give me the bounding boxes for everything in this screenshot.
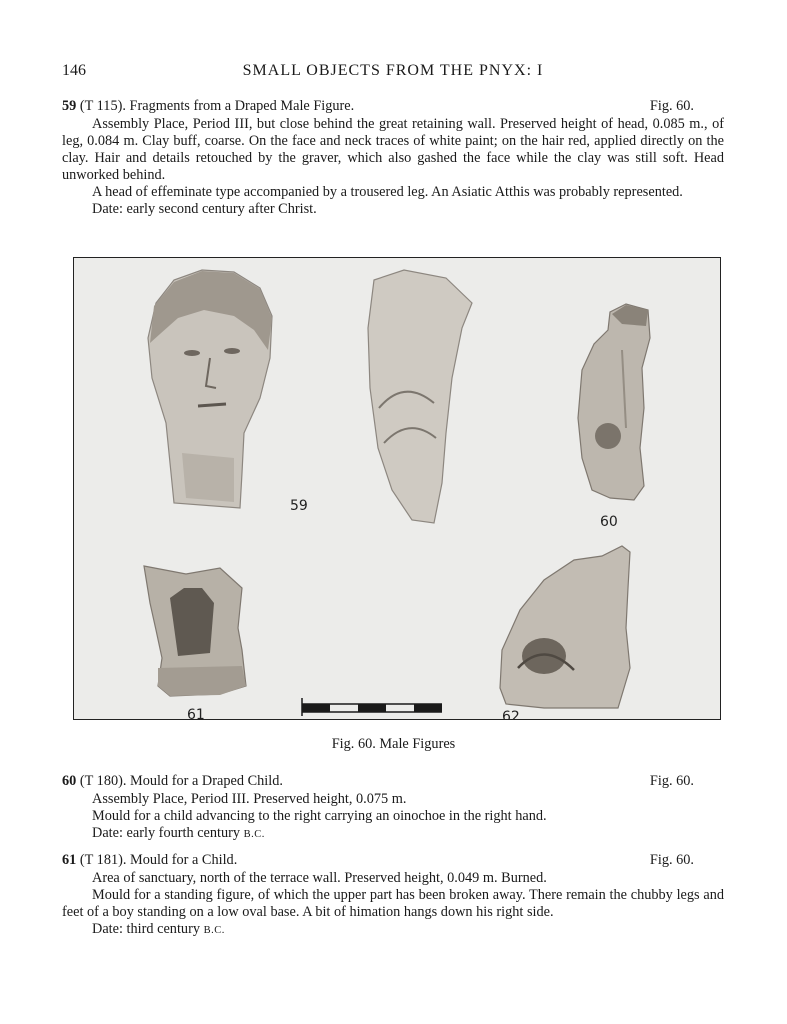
plate-photograph xyxy=(74,258,721,720)
entry-title: Fragments from a Draped Male Figure. xyxy=(129,98,355,114)
figure-reference: Fig. 60. xyxy=(649,852,694,868)
entry-date: Date: early second century after Christ. xyxy=(92,201,317,217)
page-number: 146 xyxy=(62,62,86,79)
entry-date xyxy=(62,921,724,939)
entry-heading xyxy=(62,852,724,870)
entry-title: Mould for a Child. xyxy=(130,852,238,868)
entry-number: 59 xyxy=(62,98,77,114)
figure-label-62: 62 xyxy=(502,709,520,721)
running-title: SMALL OBJECTS FROM THE PNYX: I xyxy=(242,62,544,79)
trousered-leg-fragment xyxy=(368,270,472,523)
catalog-entry-60 xyxy=(62,773,724,843)
entry-date-text: Date: early fourth century xyxy=(92,825,244,841)
page-header xyxy=(62,62,724,84)
entry-description: Assembly Place, Period III. Preserved height, 0.075 m. xyxy=(92,791,407,807)
terracotta-head-fragment xyxy=(148,270,272,508)
entry-catalog-id: (T 180). xyxy=(79,773,127,789)
scale-bar xyxy=(302,698,442,716)
figure-reference: Fig. 60. xyxy=(649,773,694,789)
entry-heading xyxy=(62,98,724,116)
entry-title: Mould for a Draped Child. xyxy=(130,773,283,789)
catalog-entry-59 xyxy=(62,98,724,218)
entry-number: 60 xyxy=(62,773,77,789)
entry-commentary: A head of effeminate type accompanied by a trousered leg. An Asiatic Atthis was probably represented. xyxy=(92,184,683,200)
entry-commentary: Mould for a child advancing to the right carrying an oinochoe in the right hand. xyxy=(92,808,547,824)
catalog-entry-61 xyxy=(62,852,724,939)
entry-catalog-id: (T 181). xyxy=(79,852,127,868)
entry-date-era: B.C. xyxy=(203,925,225,936)
entry-number: 61 xyxy=(62,852,77,868)
entry-commentary: Mould for a standing figure, of which the upper part has been broken away. There remain the chubby legs and feet of a boy standing on a low oval base. A bit of himation hangs down his right side. xyxy=(62,887,724,920)
figure-label-60: 60 xyxy=(600,514,618,530)
entry-date-era: B.C. xyxy=(243,829,265,840)
figure-plate xyxy=(73,257,721,720)
figure-caption: Fig. 60. Male Figures xyxy=(331,736,456,752)
figure-reference: Fig. 60. xyxy=(649,98,694,114)
entry-heading xyxy=(62,773,724,791)
entry-description: Area of sanctuary, north of the terrace wall. Preserved height, 0.049 m. Burned. xyxy=(92,870,547,886)
figure-label-59: 59 xyxy=(290,498,308,514)
entry-date xyxy=(62,825,724,843)
child-mould-fragment xyxy=(144,566,246,696)
mould-wedge-fragment xyxy=(500,546,630,708)
entry-catalog-id: (T 115). xyxy=(79,98,126,114)
entry-date-text: Date: third century xyxy=(92,921,204,937)
entry-description: Assembly Place, Period III, but close behind the great retaining wall. Preserved height of head, 0.085 m., of leg, 0.084 m. Clay buff, coarse. On the face and neck traces of white paint; on the hair red, applied directly on the clay. Hair and details retouched by the graver, which also gashed the face while the clay was still soft. Head unworked behind. xyxy=(62,116,724,183)
draped-child-mould xyxy=(578,304,650,500)
figure-label-61: 61 xyxy=(187,707,205,721)
